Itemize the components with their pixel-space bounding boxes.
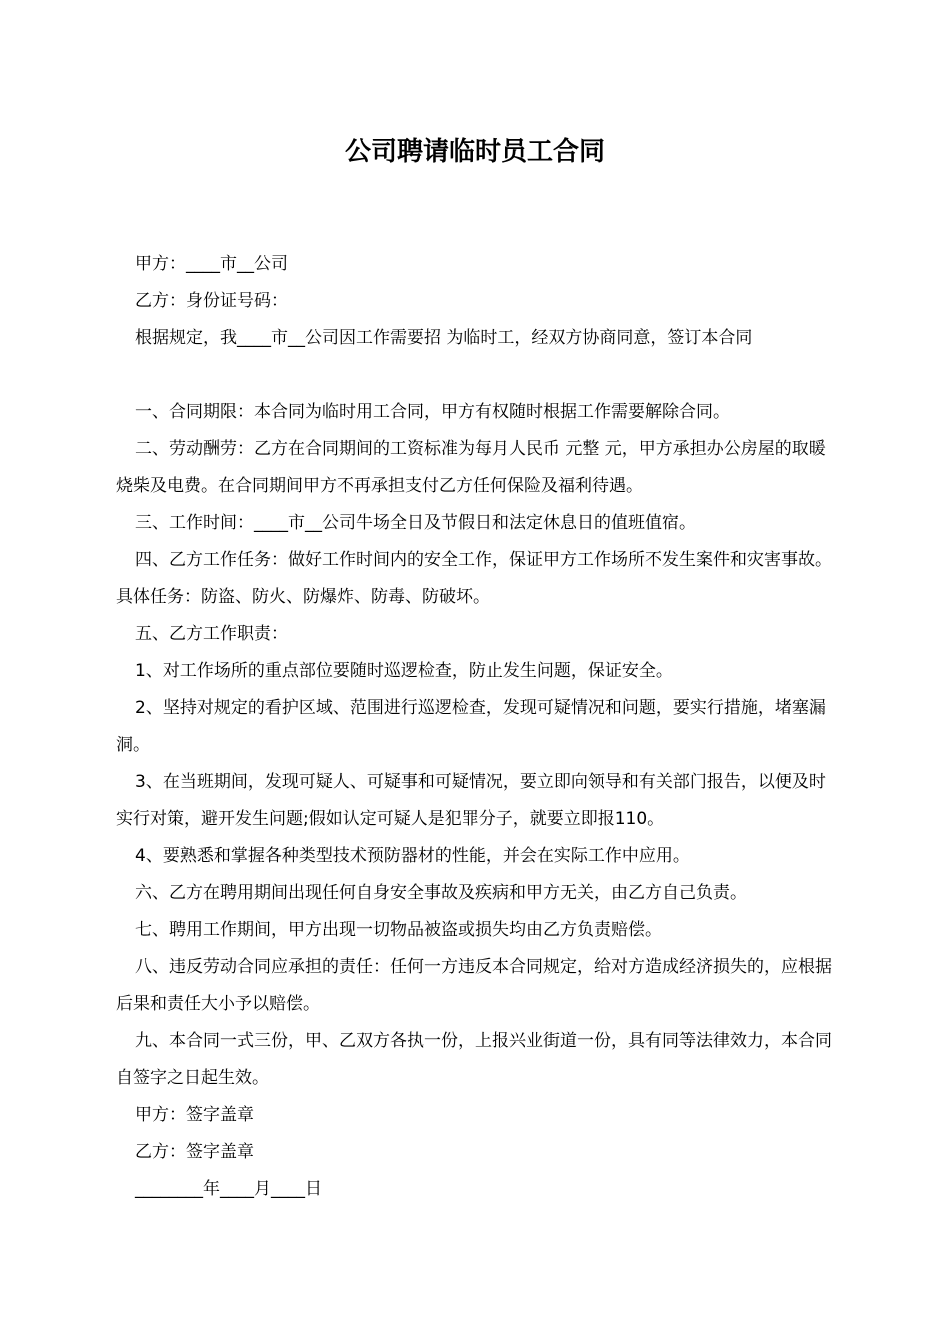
document-title: 公司聘请临时员工合同 xyxy=(344,137,605,167)
duty-3: 3、在当班期间，发现可疑人、可疑事和可疑情况，要立即向领导和有关部门报告，以便及时实行对策，避开发生问题;假如认定可疑人是犯罪分子，就要立即报110。 xyxy=(116,772,826,829)
clause-4: 四、乙方工作任务：做好工作时间内的安全工作，保证甲方工作场所不发生案件和灾害事故。具体任务：防盗、防火、防爆炸、防毒、防破坏。 xyxy=(116,550,832,607)
preamble-line: 根据规定，我____市__公司因工作需要招 为临时工，经双方协商同意，签订本合同 xyxy=(135,328,753,348)
clause-2: 二、劳动酬劳：乙方在合同期间的工资标准为每月人民币 元整 元，甲方承担办公房屋的取暖烧柴及电费。在合同期间甲方不再承担支付乙方任何保险及福利待遇。 xyxy=(116,439,826,496)
party-b-signature: 乙方：签字盖章 xyxy=(135,1142,254,1162)
clause-7: 七、聘用工作期间，甲方出现一切物品被盗或损失均由乙方负责赔偿。 xyxy=(135,920,662,940)
duty-2: 2、坚持对规定的看护区域、范围进行巡逻检查，发现可疑情况和问题，要实行措施，堵塞漏洞。 xyxy=(116,698,826,755)
party-a-line: 甲方：____市__公司 xyxy=(135,254,288,274)
clause-8: 八、违反劳动合同应承担的责任：任何一方违反本合同规定，给对方造成经济损失的，应根据后果和责任大小予以赔偿。 xyxy=(116,957,832,1014)
party-a-signature: 甲方：签字盖章 xyxy=(135,1105,254,1125)
clause-6: 六、乙方在聘用期间出现任何自身安全事故及疾病和甲方无关，由乙方自己负责。 xyxy=(135,883,747,903)
clause-3: 三、工作时间：____市__公司牛场全日及节假日和法定休息日的值班值宿。 xyxy=(135,513,696,533)
document-body xyxy=(116,246,836,1208)
duty-4: 4、要熟悉和掌握各种类型技术预防器材的性能，并会在实际工作中应用。 xyxy=(135,846,690,866)
signature-date: ________年____月____日 xyxy=(135,1179,322,1199)
party-b-line: 乙方：身份证号码： xyxy=(135,291,288,311)
clause-9: 九、本合同一式三份，甲、乙双方各执一份，上报兴业街道一份，具有同等法律效力，本合同自签字之日起生效。 xyxy=(116,1031,832,1088)
spacer xyxy=(116,357,836,394)
clause-1: 一、合同期限：本合同为临时用工合同，甲方有权随时根据工作需要解除合同。 xyxy=(135,402,730,422)
duty-1: 1、对工作场所的重点部位要随时巡逻检查，防止发生问题，保证安全。 xyxy=(135,661,673,681)
clause-5: 五、乙方工作职责： xyxy=(135,624,288,644)
